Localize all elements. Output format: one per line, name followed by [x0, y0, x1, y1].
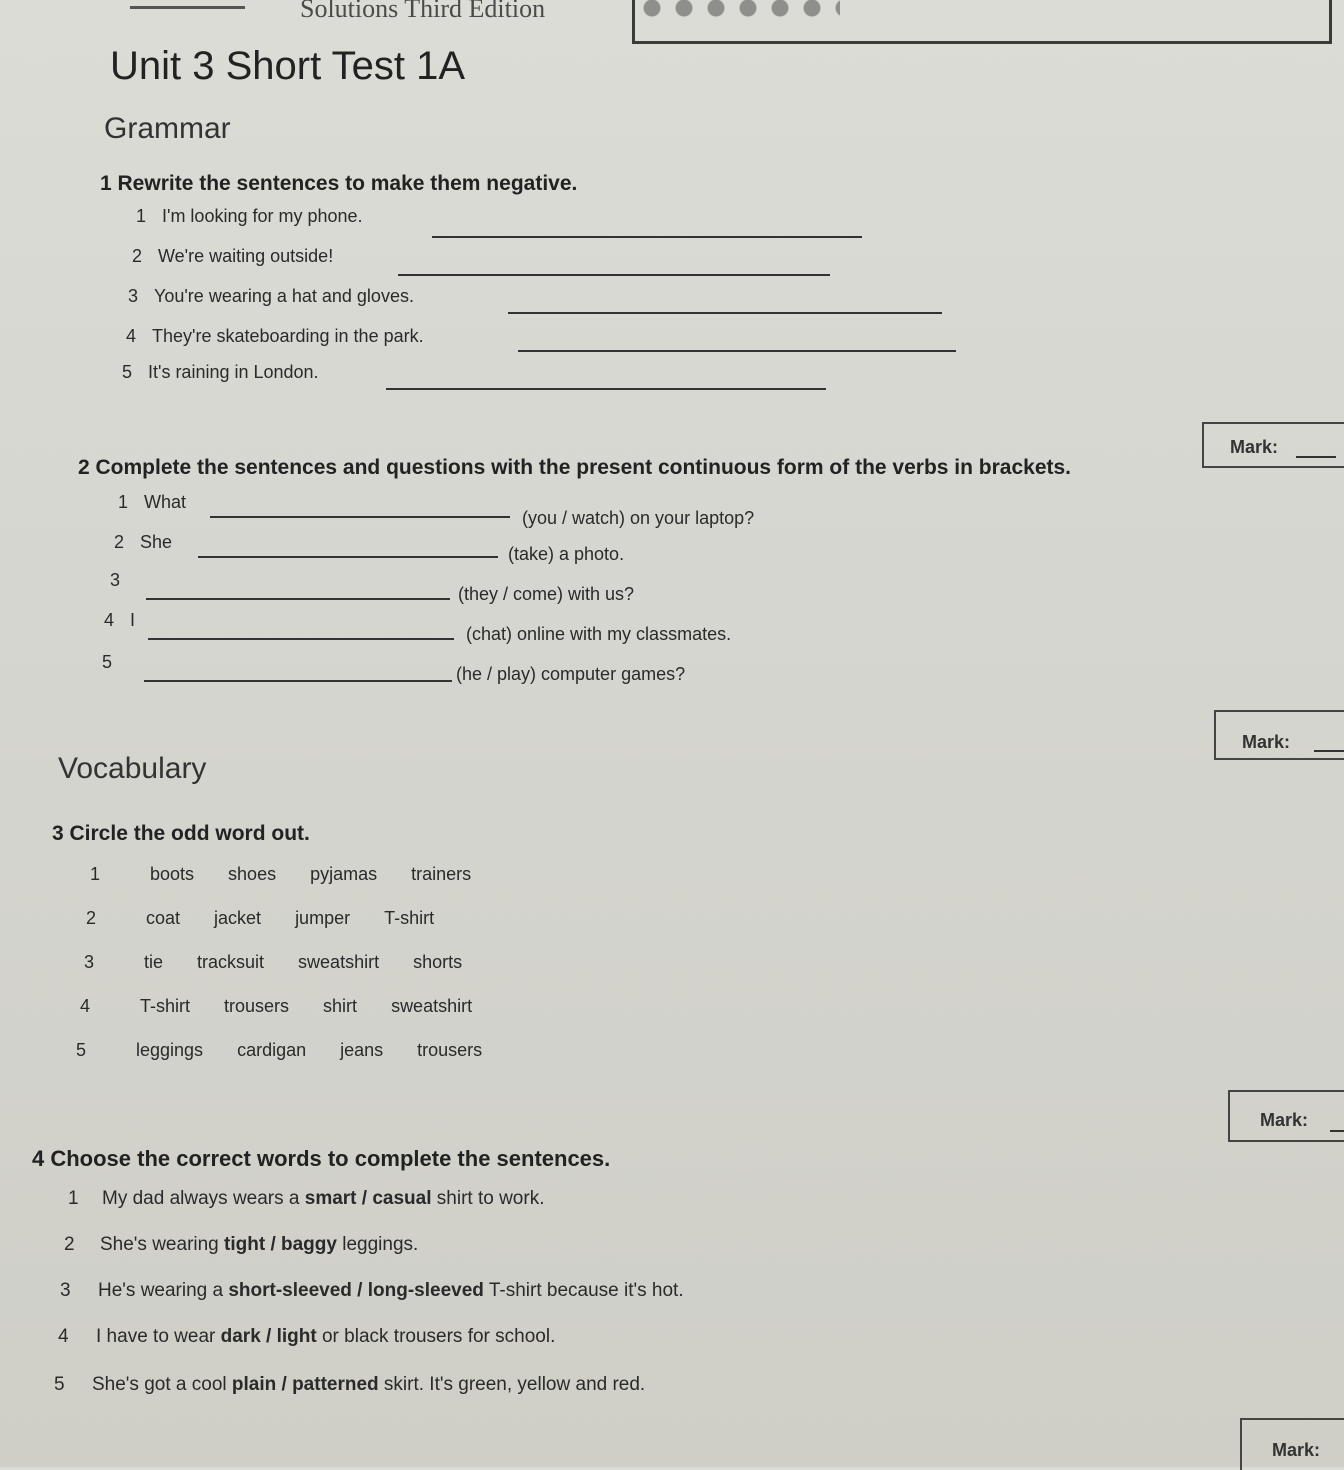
answer-line[interactable] [210, 516, 510, 518]
grammar-heading: Grammar [104, 112, 231, 145]
odd-word-row: 5 leggings cardigan jeans trousers [76, 1040, 483, 1060]
task2-hint: (you / watch) on your laptop? [522, 508, 755, 528]
word-option[interactable]: tie [144, 952, 164, 972]
word-option[interactable]: coat [146, 908, 181, 928]
mark-label: Mark: [1242, 732, 1291, 752]
answer-line[interactable] [508, 312, 942, 314]
mark-blank[interactable] [1330, 1130, 1344, 1132]
word-choice[interactable]: dark / light [220, 1326, 317, 1347]
task1-item: 4 They're skateboarding in the park. [126, 326, 424, 346]
word-option[interactable]: shoes [228, 864, 277, 884]
task4-item: 5 She's got a cool plain / patterned skirt. It's green, yellow and red. [54, 1374, 646, 1395]
task2-item: 2 She [114, 532, 173, 552]
header-pattern-decoration [640, 0, 840, 22]
header-rule [130, 6, 245, 9]
word-choice[interactable]: short-sleeved / long-sleeved [228, 1280, 484, 1301]
task4-instruction: 4 Choose the correct words to complete the sentences. [32, 1146, 611, 1171]
word-option[interactable]: T-shirt [140, 996, 191, 1016]
word-option[interactable]: trainers [411, 864, 472, 884]
answer-line[interactable] [144, 680, 452, 682]
task2-hint: (take) a photo. [508, 544, 625, 564]
task2-item: 1 What [118, 492, 187, 512]
header-bar [0, 0, 1344, 46]
task2-hint: (chat) online with my classmates. [466, 624, 732, 644]
task2-hint: (he / play) computer games? [456, 664, 686, 684]
task1-item: 1 I'm looking for my phone. [136, 206, 363, 226]
word-option[interactable]: trousers [224, 996, 290, 1016]
task1-item: 5 It's raining in London. [122, 362, 319, 382]
task2-item: 4 I [104, 610, 136, 630]
answer-line[interactable] [386, 388, 826, 390]
word-option[interactable]: jeans [340, 1040, 384, 1060]
word-option[interactable]: boots [150, 864, 195, 884]
word-option[interactable]: trousers [417, 1040, 483, 1060]
word-option[interactable]: shirt [323, 996, 358, 1016]
mark-label: Mark: [1230, 437, 1279, 457]
task2-item: 5 [102, 652, 113, 672]
answer-line[interactable] [432, 236, 862, 238]
word-option[interactable]: jacket [214, 908, 262, 928]
word-option[interactable]: T-shirt [384, 908, 435, 928]
task2-item: 3 [110, 570, 121, 590]
task4-item: 4 I have to wear dark / light or black trousers for school. [58, 1326, 556, 1347]
mark-label: Mark: [1260, 1110, 1309, 1130]
word-choice[interactable]: plain / patterned [231, 1374, 379, 1395]
mark-box [1214, 710, 1344, 760]
answer-line[interactable] [146, 598, 450, 600]
edition-label: Solutions Third Edition [300, 0, 546, 23]
vocabulary-heading: Vocabulary [58, 752, 207, 785]
word-option[interactable]: tracksuit [197, 952, 265, 972]
mark-box [1240, 1418, 1344, 1470]
word-option[interactable]: sweatshirt [298, 952, 380, 972]
task2-hint: (they / come) with us? [458, 584, 635, 604]
word-option[interactable]: leggings [136, 1040, 204, 1060]
word-choice[interactable]: smart / casual [304, 1188, 432, 1209]
word-choice[interactable]: tight / baggy [224, 1234, 337, 1255]
task3-instruction: 3 Circle the odd word out. [52, 822, 310, 845]
word-option[interactable]: shorts [413, 952, 463, 972]
word-option[interactable]: pyjamas [310, 864, 378, 884]
task1-item: 2 We're waiting outside! [132, 246, 334, 266]
task4-item: 2 She's wearing tight / baggy leggings. [64, 1234, 419, 1255]
mark-blank[interactable] [1296, 456, 1336, 458]
mark-box [1228, 1090, 1344, 1142]
answer-line[interactable] [148, 638, 454, 640]
page-title: Unit 3 Short Test 1A [110, 44, 465, 88]
odd-word-row: 3 tie tracksuit sweatshirt shorts [84, 952, 463, 972]
odd-word-row: 1 boots shoes pyjamas trainers [90, 864, 472, 884]
word-option[interactable]: jumper [295, 908, 351, 928]
word-option[interactable]: sweatshirt [391, 996, 473, 1016]
mark-blank[interactable] [1314, 750, 1344, 752]
task1-instruction: 1 Rewrite the sentences to make them negative. [100, 172, 578, 195]
odd-word-row: 4 T-shirt trousers shirt sweatshirt [80, 996, 473, 1016]
mark-label: Mark: [1272, 1440, 1321, 1460]
task1-item: 3 You're wearing a hat and gloves. [128, 286, 414, 306]
answer-line[interactable] [198, 556, 498, 558]
task4-item: 1 My dad always wears a smart / casual shirt to work. [68, 1188, 545, 1209]
answer-line[interactable] [398, 274, 830, 276]
mark-box [1202, 422, 1344, 468]
word-option[interactable]: cardigan [237, 1040, 307, 1060]
task4-item: 3 He's wearing a short-sleeved / long-sleeved T-shirt because it's hot. [60, 1280, 684, 1301]
answer-line[interactable] [518, 350, 956, 352]
task2-instruction: 2 Complete the sentences and questions with the present continuous form of the verbs in brackets. [78, 456, 1072, 479]
odd-word-row: 2 coat jacket jumper T-shirt [86, 908, 435, 928]
